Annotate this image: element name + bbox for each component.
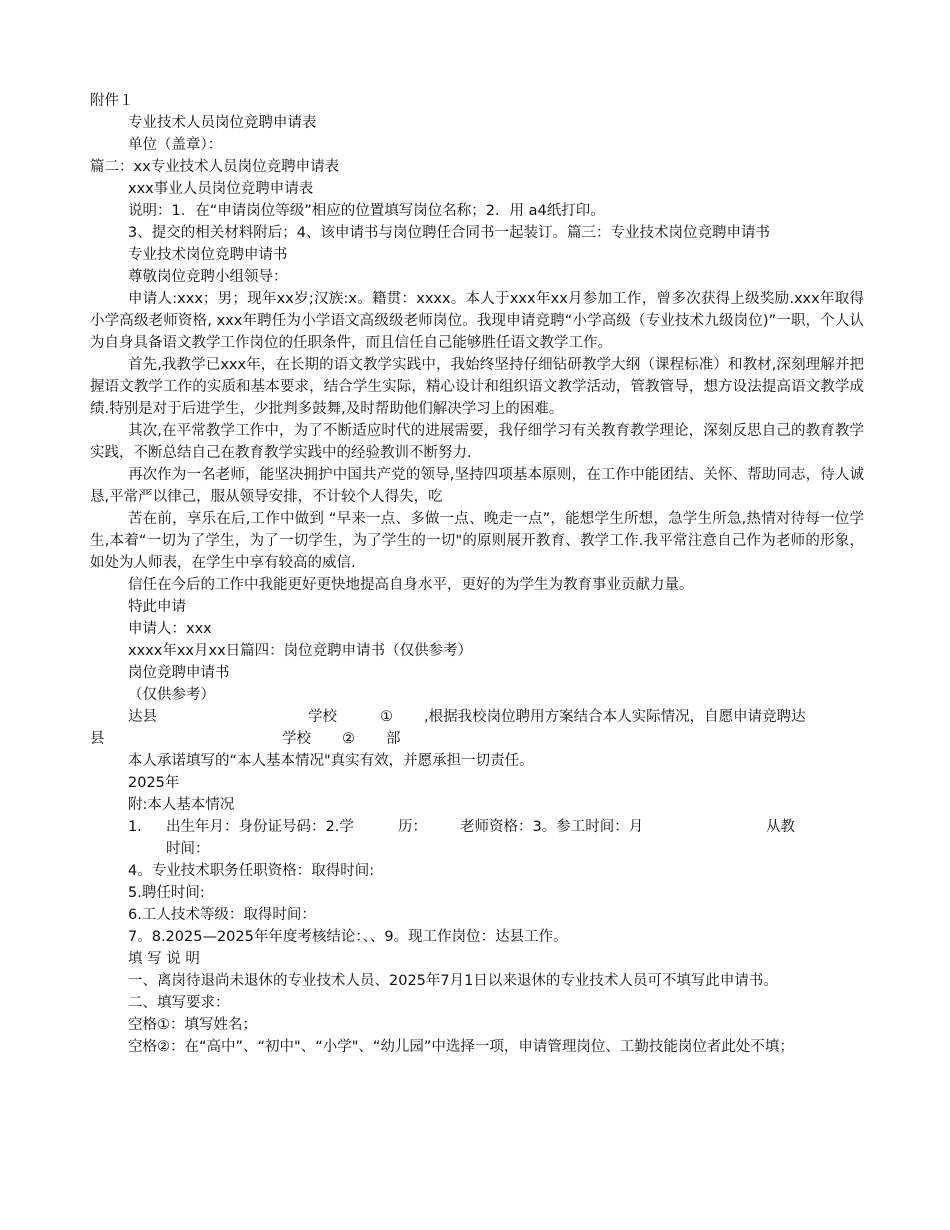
- info-row-1-continued: 时间：: [166, 841, 210, 857]
- fill1-county: 达县: [128, 709, 157, 725]
- info-row-4: 4。专业技术职务任职资格：取得时间:: [128, 863, 375, 879]
- info-row-1-education: 历：: [398, 819, 427, 835]
- form-subtitle: xxx事业人员岗位竞聘申请表: [128, 181, 314, 197]
- section-two-heading: 篇二：xx专业技术人员岗位竞聘申请表: [90, 159, 340, 175]
- blank-one-note: 空格①：填写姓名；: [128, 1017, 257, 1033]
- application-title: 岗位竞聘申请书: [128, 665, 230, 681]
- fill2-school: 学校: [282, 731, 311, 747]
- instruction-one: 一、离岗待退尚未退休的专业技术人员、2025年7月1日以来退休的专业技术人员可不填写此申请书。: [128, 973, 778, 989]
- fill2-county: 县: [90, 731, 105, 747]
- fill2-dept: 部: [386, 731, 401, 747]
- attachment-label: 附件１: [90, 93, 134, 109]
- fill-line-1: [90, 706, 864, 728]
- reference-note: （仅供参考）: [128, 687, 215, 703]
- instruction-two-heading: 二、填写要求：: [128, 995, 230, 1011]
- year-line: 2025年: [128, 775, 180, 791]
- signature-applicant: 申请人：xxx: [128, 621, 212, 637]
- fill1-school: 学校: [308, 709, 337, 725]
- info-row-1: [90, 816, 864, 838]
- info-row-7-9: 7。8.2025—2025年年度考核结论：、、9。现工作岗位：达县工作。: [128, 929, 568, 945]
- blank-two-note: 空格②：在“高中”、“初中"、“小学"、“幼儿园”中选择一项，申请管理岗位、工勤技能岗位者此处不填；: [128, 1039, 794, 1055]
- fill1-blank-1: ①: [380, 709, 393, 725]
- hereby-apply: 特此申请: [128, 599, 186, 615]
- fill1-text: ,根据我校岗位聘用方案结合本人实际情况，自愿申请竞聘达: [424, 709, 806, 725]
- info-row-6: 6.工人技术等级：取得时间：: [128, 907, 316, 923]
- paragraph-second: 其次,在平常教学工作中，为了不断适应时代的进展需要，我仔细学习有关教育教学理论，深刻反思自己的教育教学实践，不断总结自己在教育教学实践中的经验教训不断努力.: [90, 423, 864, 461]
- fill-line-2: [90, 728, 864, 750]
- info-row-5: 5.聘任时间:: [128, 885, 205, 901]
- form-title: 专业技术人员岗位竞聘申请表: [128, 115, 317, 131]
- basic-info-heading: 附:本人基本情况: [128, 797, 235, 813]
- info-row-1-teaching: 从教: [766, 819, 795, 835]
- info-row-1-teacher: 老师资格：3。参工时间：月: [460, 819, 644, 835]
- info-row-1-number: 1．: [128, 819, 152, 835]
- filling-instructions-heading: 填 写 说 明: [128, 951, 200, 967]
- paragraph-closing: 信任在今后的工作中我能更好更快地提高自身水平，更好的为学生为教育事业贡献力量。: [128, 577, 694, 593]
- paragraph-fourth: 苦在前，享乐在后,工作中做到 “早来一点、多做一点、晚走一点”，能想学生所想，急学生所急,热情对待每一位学生,本着“一切为了学生，为了一切学生，为了学生的一切"的原则展开教育、教学工作.我平常注意自己作为老师的形象，如处为人师表，在学生中享有较高的威信.: [90, 511, 864, 571]
- paragraph-third: 再次作为一名老师，能坚决拥护中国共产党的领导,坚持四项基本原则，在工作中能团结、关怀、帮助同志，待人诚恳,平常严以律己，服从领导安排，不计较个人得失，吃: [90, 467, 864, 505]
- date-and-section-four: xxxx年xx月xx日篇四：岗位竞聘申请书（仅供参考）: [128, 643, 473, 659]
- unit-stamp-line: 单位（盖章）：: [128, 137, 223, 153]
- salutation: 尊敬岗位竞聘小组领导：: [128, 269, 288, 285]
- info-row-1-birth: 出生年月：身份证号码：2.学: [166, 819, 354, 835]
- paragraph-applicant: 申请人:xxx；男；现年xx岁;汉族:x。籍贯：xxxx。本人于xxx年xx月参加工作，曾多次获得上级奖励.xxx年取得小学高级老师资格, xxx年聘任为小学语文高级级老师岗位。我现申请竞聘“小学高级（专业技术九级岗位)”一职，个人认为自身具备语文教学工作岗位的任职条件，而且信任自己能够胜任语文教学工作。: [90, 291, 864, 351]
- letter-title: 专业技术岗位竞聘申请书: [128, 247, 288, 263]
- fill2-blank-2: ②: [342, 731, 355, 747]
- commitment-line: 本人承诺填写的“本人基本情况"真实有效，并愿承担一切责任。: [128, 753, 534, 769]
- paragraph-first: 首先,我教学已xxx年，在长期的语文教学实践中，我始终坚持仔细钻研教学大纲（课程标准）和教材,深刻理解并把握语文教学工作的实质和基本要求，结合学生实际，精心设计和组织语文教学活动，管教管导，想方设法提高语文教学成绩.特别是对于后进学生，少批判多鼓舞,及时帮助他们解决学习上的困难。: [90, 357, 864, 417]
- instructions-line-2: 3、提交的相关材料附后；4、该申请书与岗位聘任合同书一起装订。篇三：专业技术岗位竞聘申请书: [128, 225, 770, 241]
- instructions-line-1: 说明：1．在“申请岗位等级”相应的位置填写岗位名称；2．用 a4纸打印。: [128, 203, 605, 219]
